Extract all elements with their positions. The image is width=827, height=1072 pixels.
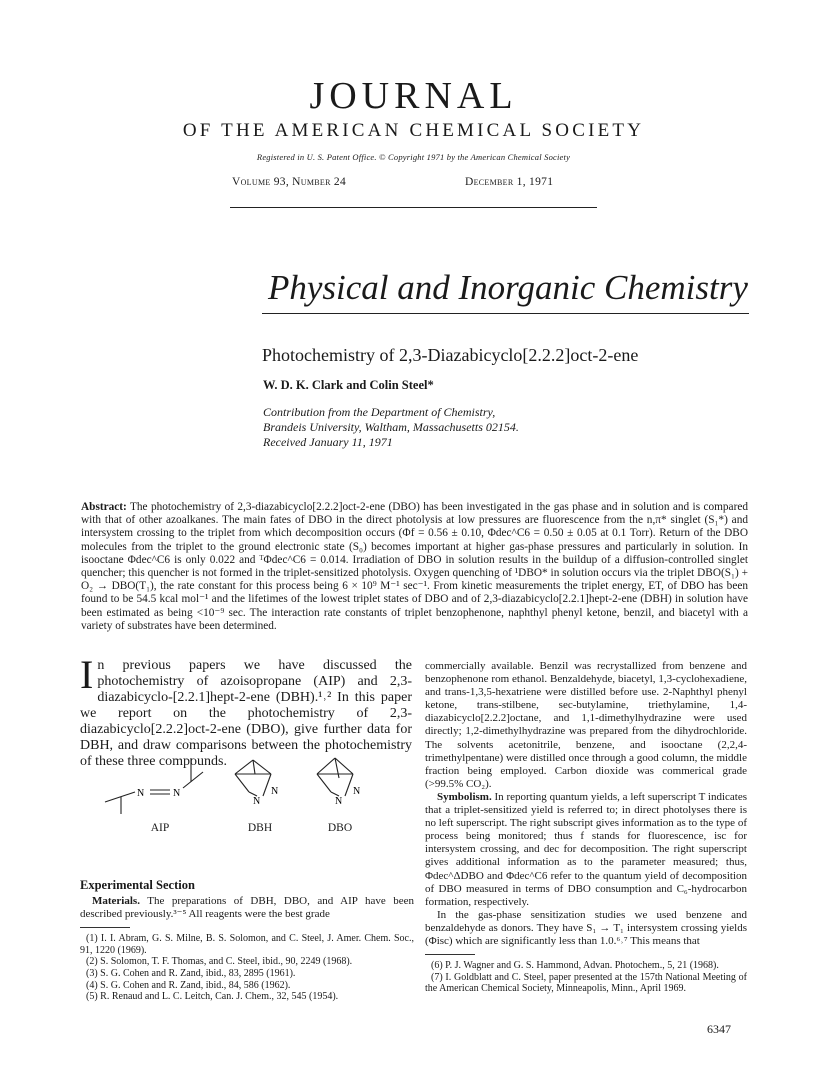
issue-date: December 1, 1971 [465, 176, 554, 188]
dbo-label: DBO [327, 822, 353, 834]
materials-label: Materials. [92, 895, 140, 907]
footnote: (4) S. G. Cohen and R. Zand, ibid., 84, 586 (1962). [86, 979, 291, 991]
experimental-heading: Experimental Section [80, 878, 195, 892]
aip-n-left: N [137, 788, 145, 799]
dbh-label: DBH [247, 822, 273, 834]
footnote: (6) P. J. Wagner and G. S. Hammond, Advan. Photochem., 5, 21 (1968). [431, 960, 719, 972]
materials-text: The preparations of DBH, DBO, and AIP have been described previously.³⁻⁵ All reagents were the best grade [80, 895, 414, 921]
abstract-text: The photochemistry of 2,3-diazabicyclo[2.2.2]oct-2-ene (DBO) has been investigated in the gas phase and in solution and is compared with that of other azoalkanes. The main fates of DBO in the direct photolysis at low pressures are fluorescence from the n,π* singlet (S₁*) and intersystem crossing to the triplet from which decomposition occurs (Φf = 0.56 ± 0.10, Φdec^C6 = 0.50 ± 0.05 at 0.1 Torr). Return of the DBO molecules from the triplet to the ground electronic state (S₀) becomes important at higher gas-phase pressures and particularly in solution. In isooctane Φdec^C6 is only 0.022 and ᵀΦdec^C6 = 0.014. Irradiation of DBO in solution results in the buildup of a diffusion-controlled singlet quencher; this quencher is not formed in the triplet-sensitized photolysis. Oxygen quenching of ¹DBO* in solution occurs via the triplet DBO(S₁) + O₂ → DBO(T₁), the rate constant for this process being 6 × 10⁹ M⁻¹ sec⁻¹. From kinetic measurements the triplet energy, ET, of DBO has been found to be 54.5 kcal mol⁻¹ and the lifetimes of the lowest triplet states of DBO and of 2,3-diazabicyclo[2.2.1]hept-2-ene (DBH) in solution have been estimated as being <10⁻⁹ sec. The interaction rate constants of triplet benzophenone, naphthyl phenyl ketone, benzil, and biacetyl with a variety of substrates have been determined. [81, 501, 748, 632]
masthead-rule [230, 207, 597, 208]
page-number: 6347 [707, 1022, 731, 1036]
registration-notice: Registered in U. S. Patent Office. © Copyright 1971 by the American Chemical Society [256, 152, 571, 162]
materials-continued: commercially available. Benzil was recrystallized from benzene and benzophenone rom ethanol. Benzaldehyde, biacetyl, 1,3-cyclohexadiene, and trans-1,3,5-hexatriene were distilled before use. 2-Naphthyl phenyl ketone, trans-stilbene, sec-butylamine, triethylamine, 1,4-diazabicyclo[2.2.2]octane, and 1,1-dimethylhydrazine were used directly; 1,2-dimethylhydrazine was prepared from the dihydrochloride. The solvents acetonitrile, benzene, and isooctane (2,2,4-trimethylpentane) were distilled once through a good column, the middle fraction being employed. Carbon dioxide was commerical grade (>99.5% CO₂). [425, 660, 747, 790]
section-title: Physical and Inorganic Chemistry [268, 268, 748, 307]
dbo-n1: N [353, 786, 361, 797]
intro-text: n previous papers we have discussed the photochemistry of azoisopropane (AIP) and 2,3-diazabicyclo-[2.2.1]hept-2-ene (DBH).¹˒² In this paper we report on the photochemistry of 2,3-diazabicyclo[2.2.2]oct-2-ene (DBO), give further data for DBH, and draw comparisons between the photochemistry of these three compounds. [80, 658, 412, 769]
drop-cap: I [80, 652, 94, 697]
volume-number: Volume 93, Number 24 [232, 176, 347, 188]
right-column [425, 660, 747, 995]
dbh-n1: N [271, 786, 279, 797]
footnote: (1) I. I. Abram, G. S. Milne, B. S. Solomon, and C. Steel, J. Amer. Chem. Soc., 91, 1220 (1969). [80, 933, 414, 956]
symbolism-text: In reporting quantum yields, a left superscript T indicates that a triplet-sensitized yield is referred to; in direct photolyses there is no left superscript. The right subscript gives information as to the type of process being monitored; thus f stands for fluorescence, isc for intersystem crossing, and dec for decomposition. The right superscript gives additional information as to the parameter measured; thus, Φdec^ΔDBO and Φdec^C6 refer to the quantum yield of decomposition of DBO measured in terms of DBO consumption and C₆-hydrocarbon formation, respectively. [425, 790, 748, 908]
journal-subtitle: OF THE AMERICAN CHEMICAL SOCIETY [182, 120, 645, 141]
dbo-structure [317, 758, 353, 796]
aip-label: AIP [150, 822, 170, 834]
received-date: Received January 11, 1971 [263, 435, 393, 449]
footnote: (3) S. G. Cohen and R. Zand, ibid., 83, 2895 (1961). [86, 967, 296, 979]
affiliation-line: Contribution from the Department of Chemistry, [263, 405, 496, 419]
authors: W. D. K. Clark and Colin Steel* [263, 378, 434, 392]
section-rule [262, 313, 749, 314]
footnote-rule [80, 927, 130, 928]
experimental-text [80, 895, 414, 1003]
sensitization-paragraph: In the gas-phase sensitization studies we used benzene and benzaldehyde as donors. They have S₁ → T₁ intersystem crossing yields (Φisc) which are significantly less than 1.0.⁶˒⁷ This means that [425, 908, 747, 947]
abstract-label: Abstract: [81, 501, 127, 513]
footnote: (2) S. Solomon, T. F. Thomas, and C. Steel, ibid., 90, 2249 (1968). [86, 956, 353, 968]
footnote: (5) R. Renaud and L. C. Leitch, Can. J. Chem., 32, 545 (1954). [86, 991, 339, 1003]
dbo-n2: N [335, 796, 343, 807]
chemical-structures [85, 752, 415, 822]
article-title: Photochemistry of 2,3-Diazabicyclo[2.2.2]oct-2-ene [262, 345, 639, 365]
abstract [81, 501, 748, 633]
dbh-n2: N [253, 796, 261, 807]
symbolism-label: Symbolism. [437, 790, 492, 803]
dbh-structure [235, 760, 271, 796]
journal-title: JOURNAL [309, 75, 518, 117]
affiliation-line: Brandeis University, Waltham, Massachusetts 02154. [263, 420, 519, 434]
footnote-rule [425, 954, 475, 955]
aip-n-right: N [173, 788, 181, 799]
footnote: (7) I. Goldblatt and C. Steel, paper presented at the 157th National Meeting of the American Chemical Society, Minneapolis, Minn., April 1969. [425, 971, 747, 995]
aip-structure [105, 758, 203, 814]
